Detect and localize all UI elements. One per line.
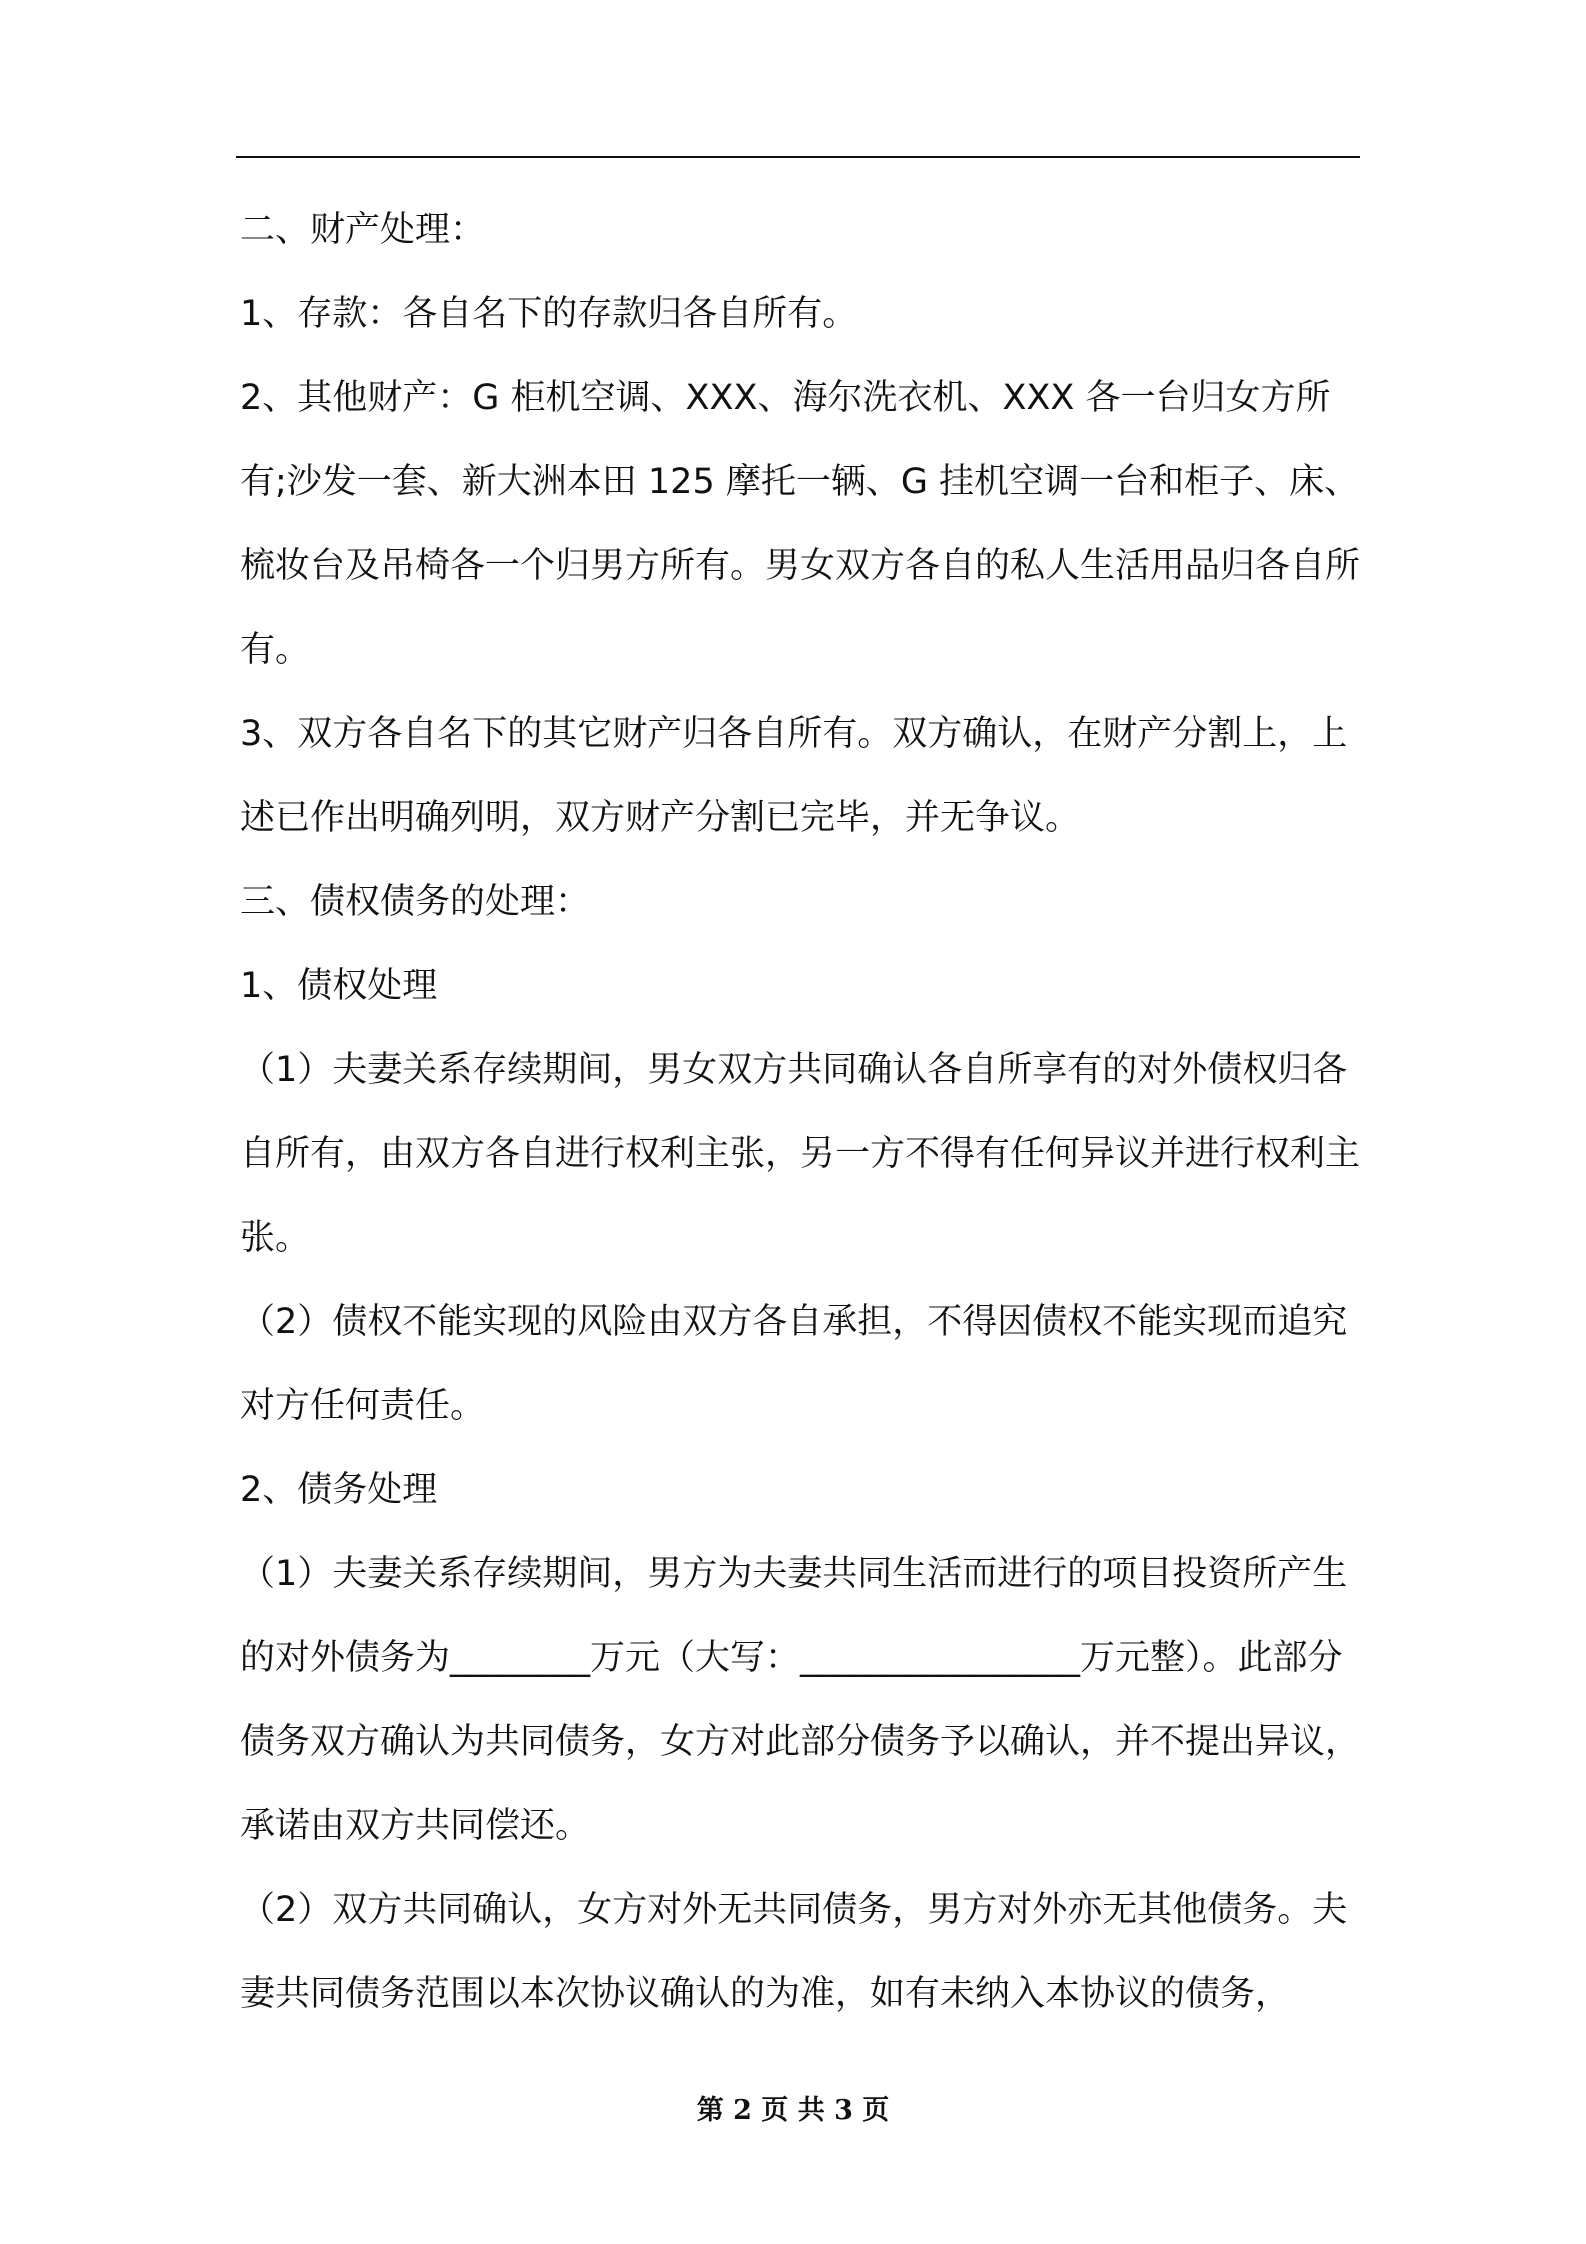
paragraph-creditor-rights-1: （1）夫妻关系存续期间，男女双方共同确认各自所享有的对外债权归各自所有，由双方各自进行权利主张，另一方不得有任何异议并进行权利主张。 (240, 1050, 1361, 1258)
paragraph-debts-1: （1）夫妻关系存续期间，男方为夫妻共同生活而进行的项目投资所产生的对外债务为________万元（大写：________________万元整）。此部分债务双方确认为共同债务，女方对此部分债务予以确认，并不提出异议，承诺由双方共同偿还。 (240, 1554, 1361, 1846)
document-body (240, 188, 1364, 2036)
paragraph-deposits: 1、存款：各自名下的存款归各自所有。 (240, 294, 858, 334)
paragraph-creditor-rights-2: （2）债权不能实现的风险由双方各自承担，不得因债权不能实现而追究对方任何责任。 (240, 1302, 1348, 1426)
subheading-creditor-rights: 1、债权处理 (240, 966, 438, 1006)
subheading-debts: 2、债务处理 (240, 1470, 438, 1510)
paragraph-debts-2: （2）双方共同确认，女方对外无共同债务，男方对外亦无其他债务。夫妻共同债务范围以本次协议确认的为准，如有未纳入本协议的债务， (240, 1890, 1348, 2014)
paragraph-other-property: 2、其他财产：G 柜机空调、XXX、海尔洗衣机、XXX 各一台归女方所有;沙发一套、新大洲本田 125 摩托一辆、G 挂机空调一台和柜子、床、梳妆台及吊椅各一个归男方所有。男女双方各自的私人生活用品归各自所有。 (240, 378, 1361, 670)
paragraph-property-confirmation: 3、双方各自名下的其它财产归各自所有。双方确认，在财产分割上，上述已作出明确列明，双方财产分割已完毕，并无争议。 (240, 714, 1348, 838)
section-heading-property: 二、财产处理： (240, 210, 486, 250)
page-number-footer: 第 2 页 共 3 页 (696, 2095, 890, 2126)
section-heading-debts: 三、债权债务的处理： (240, 882, 591, 922)
header-rule (236, 156, 1360, 158)
